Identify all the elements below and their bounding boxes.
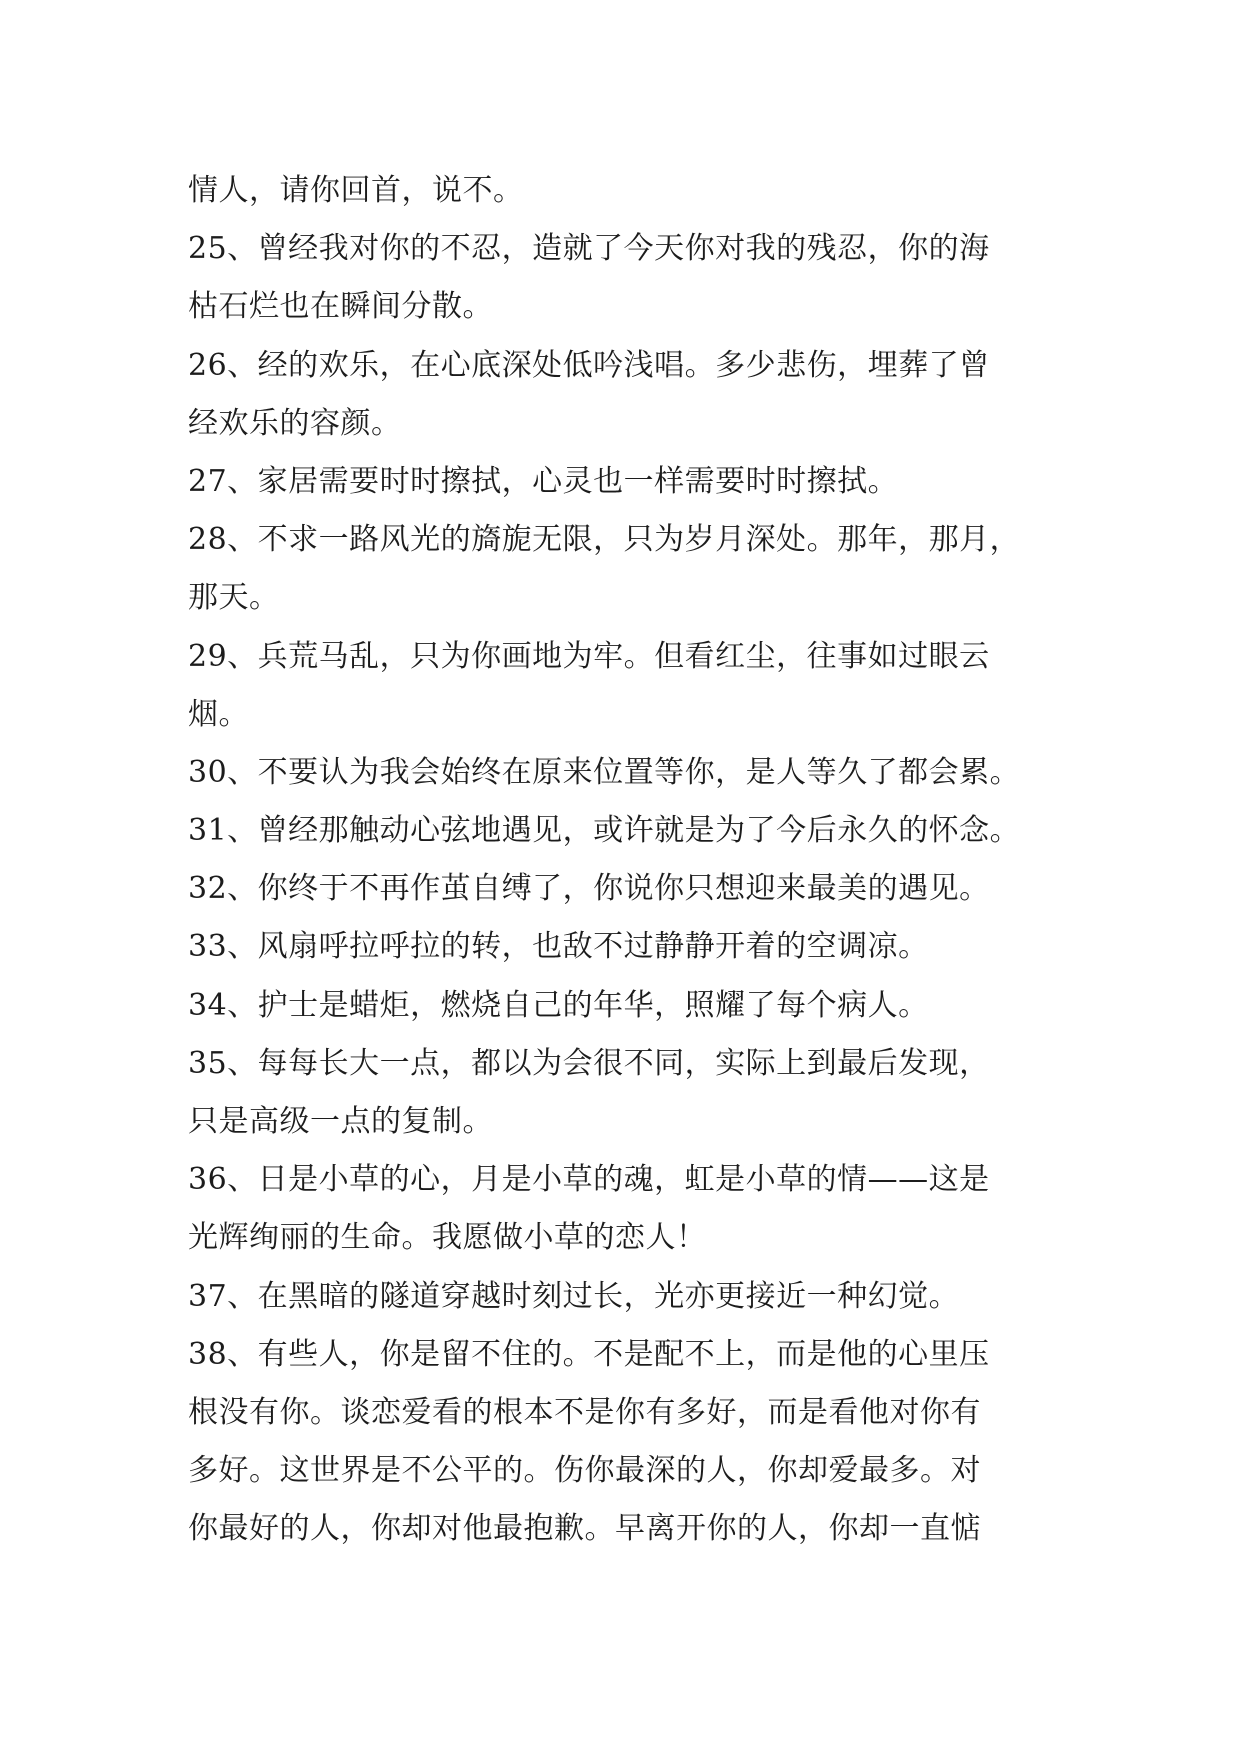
text-line: 你最好的人，你却对他最抱歉。早离开你的人，你却一直惦 (188, 1511, 981, 1547)
text-line: 27、家居需要时时擦拭，心灵也一样需要时时擦拭。 (188, 463, 899, 499)
text-line: 烟。 (188, 696, 249, 732)
text-line: 枯石烂也在瞬间分散。 (188, 289, 493, 325)
text-line: 经欢乐的容颜。 (188, 405, 402, 441)
text-line: 29、兵荒马乱，只为你画地为牢。但看红尘，往事如过眼云 (188, 638, 990, 674)
document-body (188, 162, 1058, 1559)
text-line: 35、每每长大一点，都以为会很不同，实际上到最后发现， (188, 1045, 990, 1081)
text-line: 根没有你。谈恋爱看的根本不是你有多好，而是看他对你有 (188, 1394, 981, 1430)
text-line: 30、不要认为我会始终在原来位置等你，是人等久了都会累。 (188, 754, 1021, 790)
text-line: 36、日是小草的心，月是小草的魂，虹是小草的情——这是 (188, 1162, 990, 1198)
text-line: 34、护士是蜡炬，燃烧自己的年华，照耀了每个病人。 (188, 987, 929, 1023)
text-line: 光辉绚丽的生命。我愿做小草的恋人！ (188, 1220, 707, 1256)
text-line: 多好。这世界是不公平的。伤你最深的人，你却爱最多。对 (188, 1453, 981, 1489)
text-line: 37、在黑暗的隧道穿越时刻过长，光亦更接近一种幻觉。 (188, 1278, 960, 1314)
text-line: 32、你终于不再作茧自缚了，你说你只想迎来最美的遇见。 (188, 871, 990, 907)
text-line: 38、有些人，你是留不住的。不是配不上，而是他的心里压 (188, 1336, 990, 1372)
text-line: 情人，请你回首，说不。 (188, 173, 524, 208)
text-line: 只是高级一点的复制。 (188, 1104, 493, 1139)
text-line: 26、经的欢乐，在心底深处低吟浅唱。多少悲伤，埋葬了曾 (188, 347, 990, 383)
text-line: 25、曾经我对你的不忍，造就了今天你对我的残忍，你的海 (188, 231, 990, 267)
text-line: 那天。 (188, 580, 280, 616)
text-line: 33、风扇呼拉呼拉的转，也敌不过静静开着的空调凉。 (188, 929, 929, 965)
text-line: 28、不求一路风光的旖旎无限，只为岁月深处。那年，那月， (188, 522, 1021, 558)
text-line: 31、曾经那触动心弦地遇见，或许就是为了今后永久的怀念。 (188, 813, 1021, 849)
